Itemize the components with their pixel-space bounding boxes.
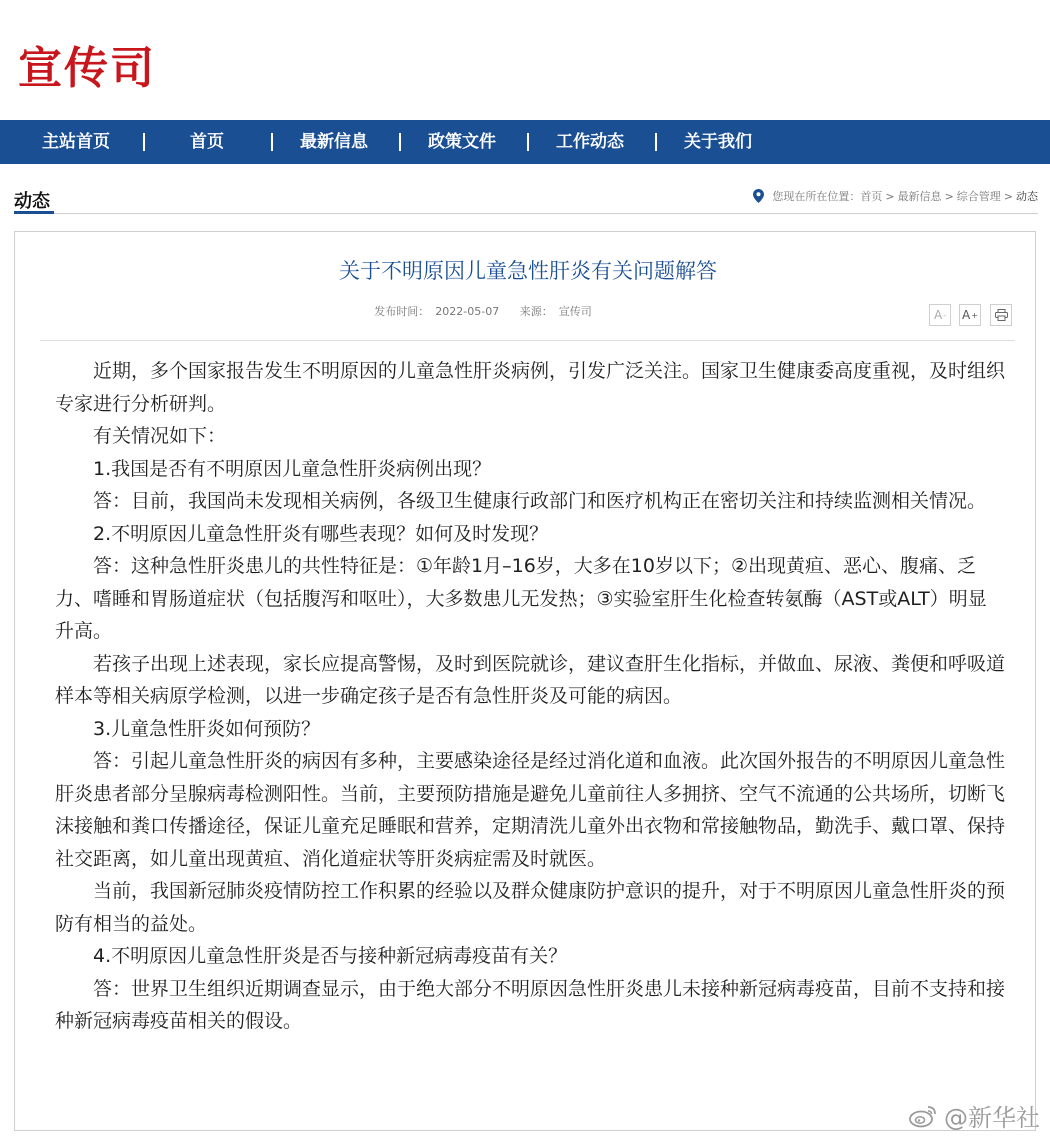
nav-item-latest[interactable]: 最新信息 <box>300 132 368 152</box>
breadcrumb-separator: > <box>944 189 954 203</box>
print-button[interactable] <box>990 304 1012 326</box>
weibo-icon <box>908 1104 938 1128</box>
question-heading: 4.不明原因儿童急性肝炎是否与接种新冠病毒疫苗有关？ <box>93 945 568 967</box>
title-divider <box>40 340 1015 341</box>
article-title: 关于不明原因儿童急性肝炎有关问题解答 <box>339 259 717 283</box>
answer-paragraph: 答：引起儿童急性肝炎的病因有多种，主要感染途径是经过消化道和血液。此次国外报告的不明原因儿童急性肝炎患者部分呈腺病毒检测阳性。当前，主要预防措施是避免儿童前往人多拥挤、空气不流通的公共场所，切断飞沫接触和粪口传播途径，保证儿童充足睡眠和营养，定期清洗儿童外出衣物和常接触物品，勤洗手、戴口罩、保持社交距离，如儿童出现黄疸、消化道症状等肝炎病症需及时就医。 <box>55 750 1006 870</box>
printer-icon <box>995 309 1008 321</box>
section-title: 动态 <box>14 191 50 212</box>
article-paragraph: 当前，我国新冠肺炎疫情防控工作积累的经验以及群众健康防护意识的提升，对于不明原因儿童急性肝炎的预防有相当的益处。 <box>55 880 1006 935</box>
breadcrumb-separator: > <box>1003 189 1013 203</box>
font-decrease-button[interactable] <box>929 304 951 326</box>
article-paragraph: 有关情况如下： <box>93 425 227 447</box>
nav-separator <box>399 133 401 151</box>
section-divider <box>14 213 1038 214</box>
nav-item-work[interactable]: 工作动态 <box>556 132 624 152</box>
nav-item-about[interactable]: 关于我们 <box>684 132 752 152</box>
watermark-text: @新华社 <box>944 1104 1040 1132</box>
breadcrumb-management[interactable]: 综合管理 <box>956 190 1001 203</box>
article-body <box>55 355 1005 1038</box>
minus-icon: - <box>943 310 947 320</box>
article-meta <box>0 303 966 319</box>
breadcrumb-separator: > <box>885 189 895 203</box>
breadcrumb-latest[interactable]: 最新信息 <box>897 190 942 203</box>
font-increase-button[interactable] <box>959 304 981 326</box>
main-nav <box>0 120 1050 164</box>
site-logo[interactable]: 宣传司 <box>18 43 156 94</box>
font-decrease-label: A <box>933 308 943 322</box>
font-increase-label: A <box>962 308 971 322</box>
question-heading: 3.儿童急性肝炎如何预防？ <box>93 717 321 740</box>
source-value: 宣传司 <box>558 305 592 318</box>
nav-separator <box>655 133 657 151</box>
answer-paragraph: 答：这种急性肝炎患儿的共性特征是：①年龄1月–16岁，大多在10岁以下；②出现黄疸、恶心、腹痛、乏力、嗜睡和胃肠道症状（包括腹泻和呕吐），大多数患儿无发热；③实验室肝生化检查转氨酶（AST或ALT）明显升高。 <box>55 555 987 642</box>
breadcrumb-current[interactable]: 动态 <box>1016 190 1038 203</box>
breadcrumb-home[interactable]: 首页 <box>860 190 883 203</box>
plus-icon: + <box>971 310 978 320</box>
watermark <box>908 1098 1040 1133</box>
article-paragraph: 若孩子出现上述表现，家长应提高警惕，及时到医院就诊，建议查肝生化指标，并做血、尿液、粪便和呼吸道样本等相关病原学检测，以进一步确定孩子是否有急性肝炎及可能的病因。 <box>55 652 1006 707</box>
question-heading: 2.不明原因儿童急性肝炎有哪些表现？如何及时发现？ <box>93 522 549 545</box>
article-paragraph: 近期，多个国家报告发生不明原因的儿童急性肝炎病例，引发广泛关注。国家卫生健康委高度重视，及时组织专家进行分析研判。 <box>55 360 1006 415</box>
nav-item-policy[interactable]: 政策文件 <box>428 132 496 152</box>
breadcrumb-prefix: 您现在所在位置： <box>772 190 861 203</box>
publish-label: 发布时间： <box>374 305 430 318</box>
question-heading: 1.我国是否有不明原因儿童急性肝炎病例出现？ <box>93 457 492 480</box>
location-pin-icon <box>753 189 764 203</box>
nav-item-home[interactable]: 首页 <box>190 132 224 152</box>
answer-paragraph: 答：目前，我国尚未发现相关病例，各级卫生健康行政部门和医疗机构正在密切关注和持续监测相关情况。 <box>93 490 987 512</box>
nav-separator <box>143 133 145 151</box>
source-label: 来源： <box>519 305 553 318</box>
answer-paragraph: 答：世界卫生组织近期调查显示，由于绝大部分不明原因急性肝炎患儿未接种新冠病毒疫苗，目前不支持和接种新冠病毒疫苗相关的假设。 <box>55 977 1006 1032</box>
publish-date: 2022-05-07 <box>435 305 500 318</box>
nav-separator <box>527 133 529 151</box>
nav-item-main-home[interactable]: 主站首页 <box>42 132 110 152</box>
breadcrumb <box>753 187 1038 205</box>
nav-separator <box>271 133 273 151</box>
